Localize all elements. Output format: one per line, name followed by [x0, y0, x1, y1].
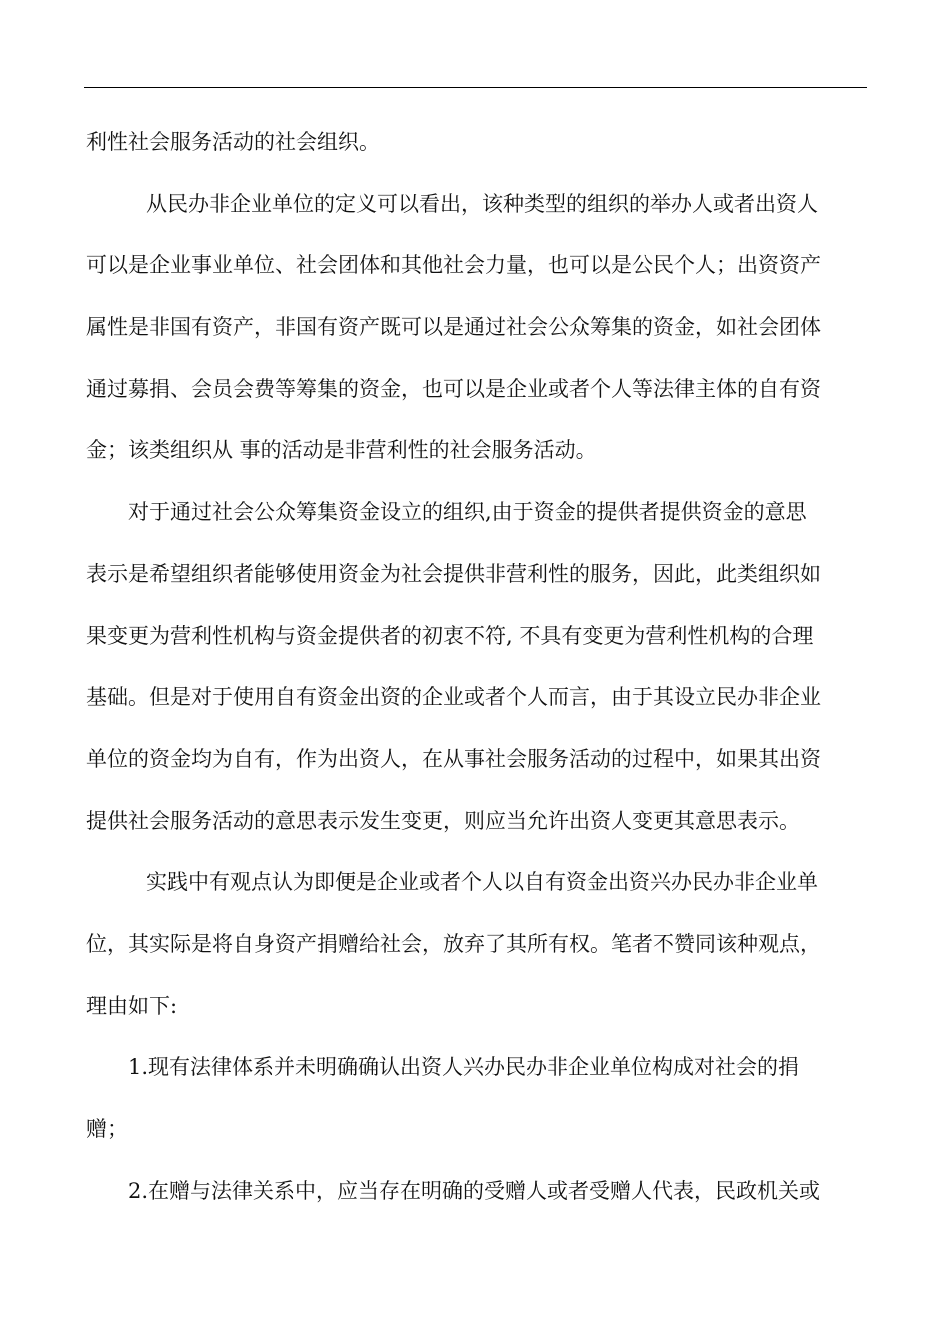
list-item-2: 2.在赠与法律关系中，应当存在明确的受赠人或者受赠人代表，民政机关或	[128, 1178, 821, 1203]
text-line: 基础。但是对于使用自有资金出资的企业或者个人而言，由于其设立民办非企业	[86, 685, 821, 710]
header-rule	[84, 87, 867, 88]
list-item-1: 1.现有法律体系并未明确确认出资人兴办民办非企业单位构成对社会的捐	[128, 1055, 800, 1080]
text-line: 利性社会服务活动的社会组织。	[86, 130, 380, 154]
text-line: 通过募捐、会员会费等筹集的资金，也可以是企业或者个人等法律主体的自有资	[86, 376, 821, 401]
paragraph-first-line: 对于通过社会公众筹集资金设立的组织,由于资金的提供者提供资金的意思	[128, 500, 807, 525]
text-line: 理由如下:	[86, 993, 178, 1018]
text-line: 赠；	[86, 1117, 128, 1141]
text-line: 表示是希望组织者能够使用资金为社会提供非营利性的服务，因此，此类组织如	[86, 561, 821, 586]
text-line: 金；该类组织从 事的活动是非营利性的社会服务活动。	[86, 438, 597, 463]
paragraph-first-line: 实践中有观点认为即便是企业或者个人以自有资金出资兴办民办非企业单	[146, 870, 818, 895]
text-line: 果变更为营利性机构与资金提供者的初衷不符, 不具有变更为营利性机构的合理	[86, 623, 814, 648]
document-body	[86, 112, 866, 1222]
text-line: 可以是企业事业单位、社会团体和其他社会力量，也可以是公民个人；出资资产	[86, 253, 821, 278]
text-line: 属性是非国有资产，非国有资产既可以是通过社会公众筹集的资金，如社会团体	[86, 315, 821, 340]
text-line: 提供社会服务活动的意思表示发生变更，则应当允许出资人变更其意思表示。	[86, 808, 800, 833]
text-line: 位，其实际是将自身资产捐赠给社会，放弃了其所有权。笔者不赞同该种观点，	[86, 931, 821, 956]
text-line: 单位的资金均为自有，作为出资人，在从事社会服务活动的过程中，如果其出资	[86, 746, 821, 771]
paragraph-first-line: 从民办非企业单位的定义可以看出，该种类型的组织的举办人或者出资人	[146, 191, 818, 216]
